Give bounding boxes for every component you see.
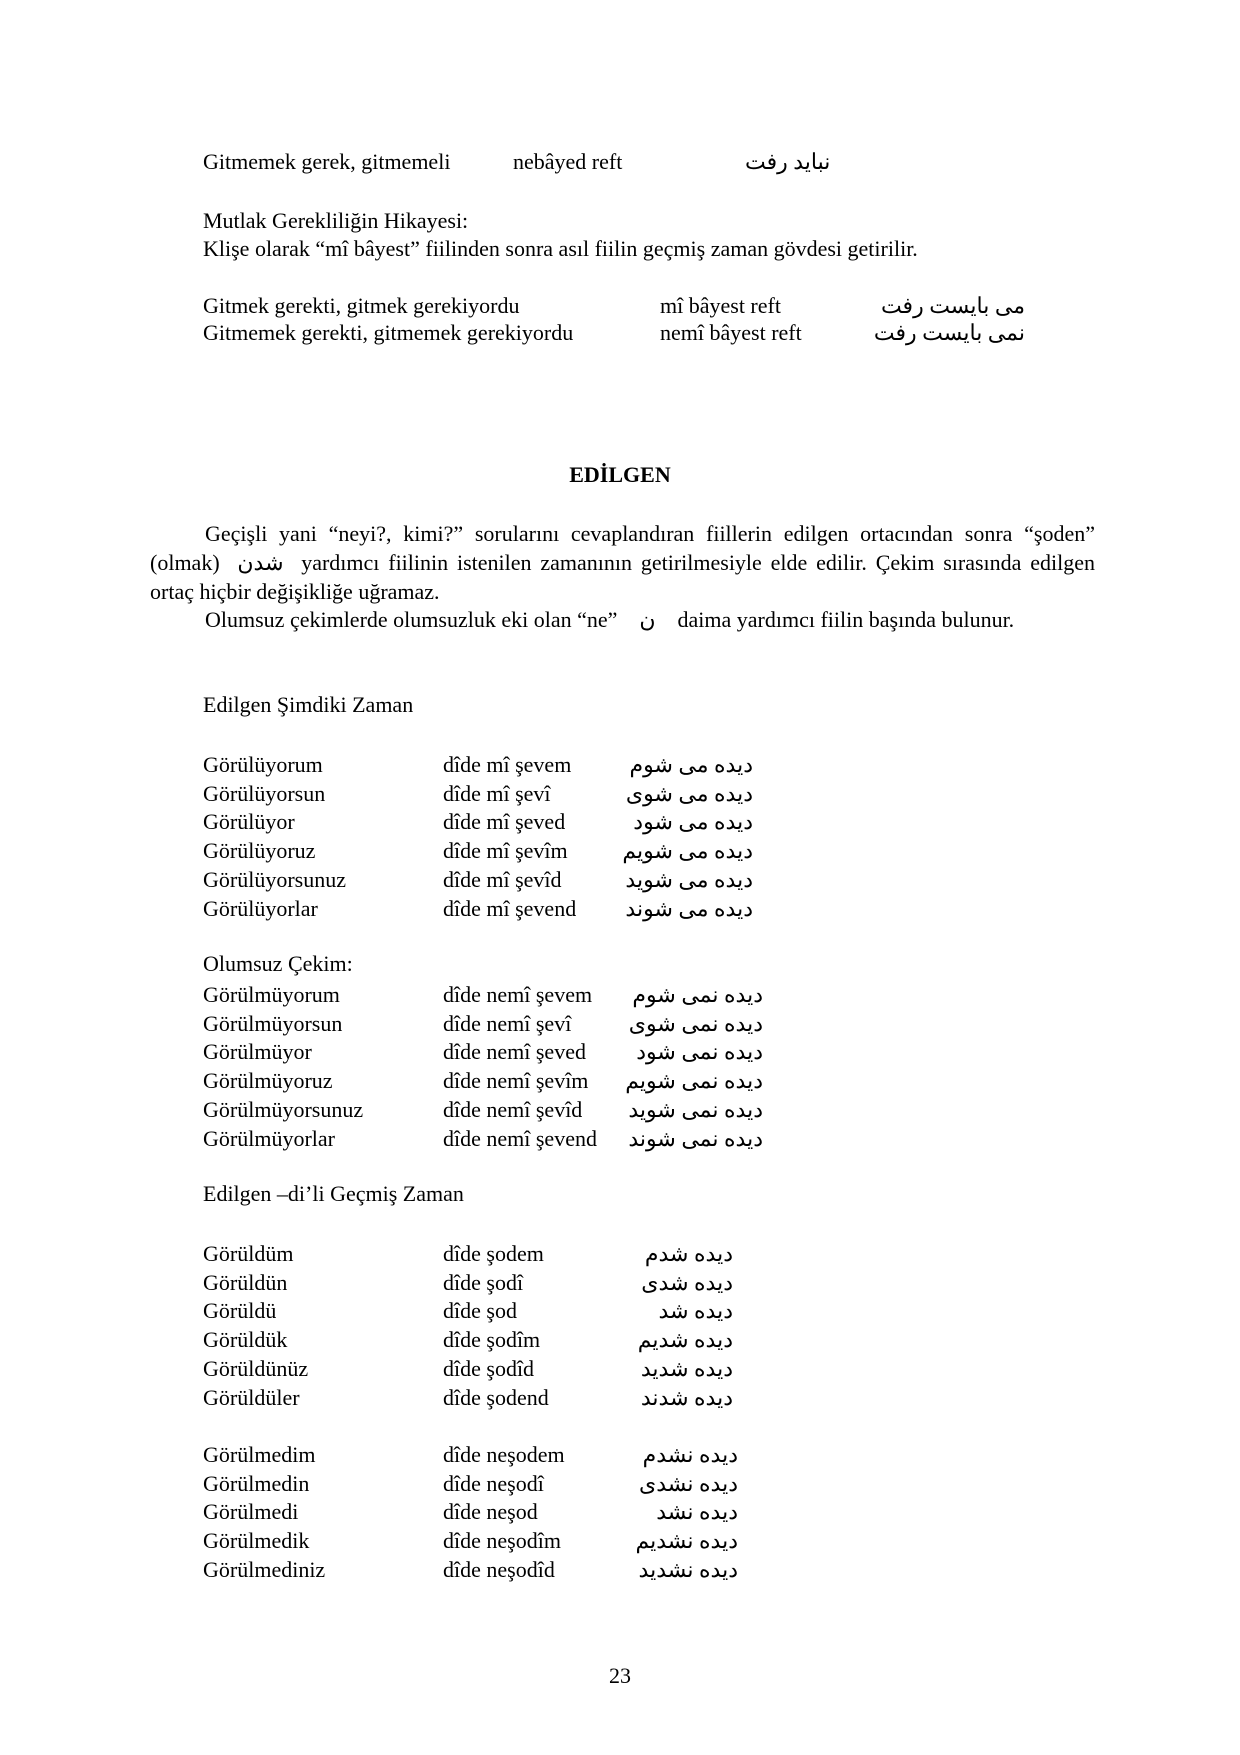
paragraph-1-text-b: yardımcı fiilinin istenilen zamanının getirilmesiyle elde edilir. Çekim sırasında edilgen ortaç hiçbir değişikliğe uğramaz. — [150, 550, 1096, 604]
transliteration-text: dîde şodem — [443, 1241, 544, 1266]
persian-text: دیده می شود — [633, 809, 753, 835]
turkish-text: Gitmemek gerek, gitmemeli — [203, 149, 451, 174]
persian-text: دیده نشدی — [638, 1470, 738, 1496]
transliteration-text: dîde nemî şevîm — [443, 1068, 589, 1094]
turkish-text: Görüldük — [203, 1327, 288, 1353]
turkish-text: Görülmüyorum — [203, 982, 340, 1007]
transliteration-text: dîde nemî şevend — [443, 1125, 597, 1151]
persian-text: دیده شدیم — [637, 1327, 733, 1353]
turkish-text: Görüldüler — [203, 1384, 300, 1410]
turkish-text: Görülmediniz — [203, 1556, 326, 1582]
transliteration-text: dîde nemî şevîd — [443, 1096, 583, 1122]
persian-text: دیده نشدیم — [635, 1528, 738, 1554]
persian-text: دیده نشدید — [638, 1556, 738, 1582]
turkish-text: Görüldün — [203, 1269, 288, 1295]
persian-text: دیده شدم — [644, 1241, 733, 1266]
transliteration-text: dîde mî şevem — [443, 752, 572, 777]
paragraph-1-persian: شدن — [237, 550, 284, 575]
turkish-text: Görülüyorlar — [203, 895, 318, 921]
turkish-text: Görülüyorum — [203, 752, 323, 777]
turkish-text: Görülmedim — [203, 1442, 316, 1467]
transliteration-text: dîde mî şevî — [443, 780, 551, 806]
persian-text: دیده نمی شوید — [628, 1096, 763, 1122]
persian-text: دیده نمی شوم — [632, 982, 763, 1007]
turkish-text: Görüldünüz — [203, 1355, 309, 1381]
paragraph-2-text-a: Olumsuz çekimlerde olumsuzluk eki olan “ne” — [205, 607, 618, 632]
turkish-text: Gitmek gerekti, gitmek gerekiyordu — [203, 293, 520, 318]
transliteration-text: dîde neşodî — [443, 1470, 544, 1496]
page-number: 23 — [609, 1663, 631, 1688]
turkish-text: Görülmüyorsunuz — [203, 1096, 364, 1122]
persian-text: دیده شدی — [641, 1269, 733, 1295]
persian-text: دیده می شوید — [625, 866, 753, 892]
transliteration-text: dîde neşodem — [443, 1442, 565, 1467]
persian-text: دیده نشد — [656, 1499, 738, 1525]
paragraph-2-text-b: daima yardımcı fiilin başında bulunur. — [677, 607, 1015, 632]
section-title: EDİLGEN — [569, 462, 671, 487]
transliteration-text: dîde şodî — [443, 1269, 524, 1295]
transliteration-text: dîde mî şevîd — [443, 866, 562, 892]
turkish-text: Görülmüyoruz — [203, 1068, 333, 1094]
turkish-text: Görülmüyorlar — [203, 1125, 335, 1151]
story-heading: Mutlak Gerekliliğin Hikayesi: — [203, 208, 469, 233]
transliteration-text: dîde mî şevîm — [443, 838, 568, 864]
turkish-text: Görüldüm — [203, 1241, 294, 1266]
turkish-text: Görülmedi — [203, 1499, 299, 1525]
turkish-text: Görülmedik — [203, 1528, 310, 1554]
transliteration-text: dîde şodîm — [443, 1327, 541, 1353]
transliteration-text: dîde neşod — [443, 1499, 538, 1525]
transliteration-text: mî bâyest reft — [660, 293, 781, 318]
persian-text: دیده نمی شود — [636, 1039, 763, 1065]
turkish-text: Görülmüyor — [203, 1039, 312, 1065]
transliteration-text: dîde şod — [443, 1298, 517, 1324]
persian-text: دیده نمی شویم — [625, 1068, 763, 1094]
persian-text: دیده می شوی — [625, 780, 753, 806]
transliteration-text: dîde şodend — [443, 1384, 549, 1410]
past-heading: Edilgen –di’li Geçmiş Zaman — [203, 1181, 464, 1206]
turkish-text: Görülüyoruz — [203, 838, 316, 864]
paragraph-1 — [150, 519, 1095, 606]
persian-text: دیده می شوند — [625, 895, 753, 921]
persian-text: دیده می شویم — [622, 838, 753, 864]
turkish-text: Görülüyorsunuz — [203, 866, 346, 892]
persian-text: دیده نمی شوند — [628, 1125, 763, 1151]
paragraph-2 — [150, 605, 1095, 634]
story-description: Klişe olarak “mî bâyest” fiilinden sonra asıl fiilin geçmiş zaman gövdesi getirilir. — [203, 236, 918, 261]
turkish-text: Görüldü — [203, 1298, 277, 1324]
persian-text: دیده نشدم — [642, 1442, 738, 1467]
persian-text: دیده شدند — [640, 1384, 733, 1410]
persian-text: دیده شد — [658, 1298, 733, 1324]
transliteration-text: dîde nemî şevem — [443, 982, 593, 1007]
paragraph-1-text-a: Geçişli yani “neyi?, kimi?” sorularını cevaplandıran fiillerin edilgen ortacından sonra “şoden” (olmak) — [150, 521, 1095, 575]
persian-text: دیده می شوم — [629, 752, 753, 777]
paragraph-2-persian: ن — [639, 607, 656, 632]
transliteration-text: dîde nemî şevî — [443, 1010, 572, 1036]
negative-heading: Olumsuz Çekim: — [203, 951, 353, 976]
turkish-text: Görülmüyorsun — [203, 1010, 343, 1036]
persian-text: نمی بایست رفت — [873, 320, 1025, 345]
transliteration-text: dîde neşodîd — [443, 1556, 555, 1582]
persian-text: دیده نمی شوی — [628, 1010, 763, 1036]
persian-text: نباید رفت — [745, 149, 831, 174]
turkish-text: Görülüyor — [203, 809, 295, 835]
persian-text: دیده شدید — [640, 1355, 733, 1381]
transliteration-text: dîde şodîd — [443, 1355, 535, 1381]
present-heading: Edilgen Şimdiki Zaman — [203, 692, 414, 717]
turkish-text: Görülmedin — [203, 1470, 310, 1496]
transliteration-text: dîde mî şeved — [443, 809, 566, 835]
turkish-text: Gitmemek gerekti, gitmemek gerekiyordu — [203, 320, 574, 345]
transliteration-text: dîde mî şevend — [443, 895, 577, 921]
transliteration-text: dîde nemî şeved — [443, 1039, 586, 1065]
transliteration-text: dîde neşodîm — [443, 1528, 561, 1554]
transliteration-text: nemî bâyest reft — [660, 320, 802, 345]
transliteration-text: nebâyed reft — [513, 149, 623, 174]
persian-text: می بایست رفت — [880, 293, 1025, 318]
turkish-text: Görülüyorsun — [203, 780, 326, 806]
